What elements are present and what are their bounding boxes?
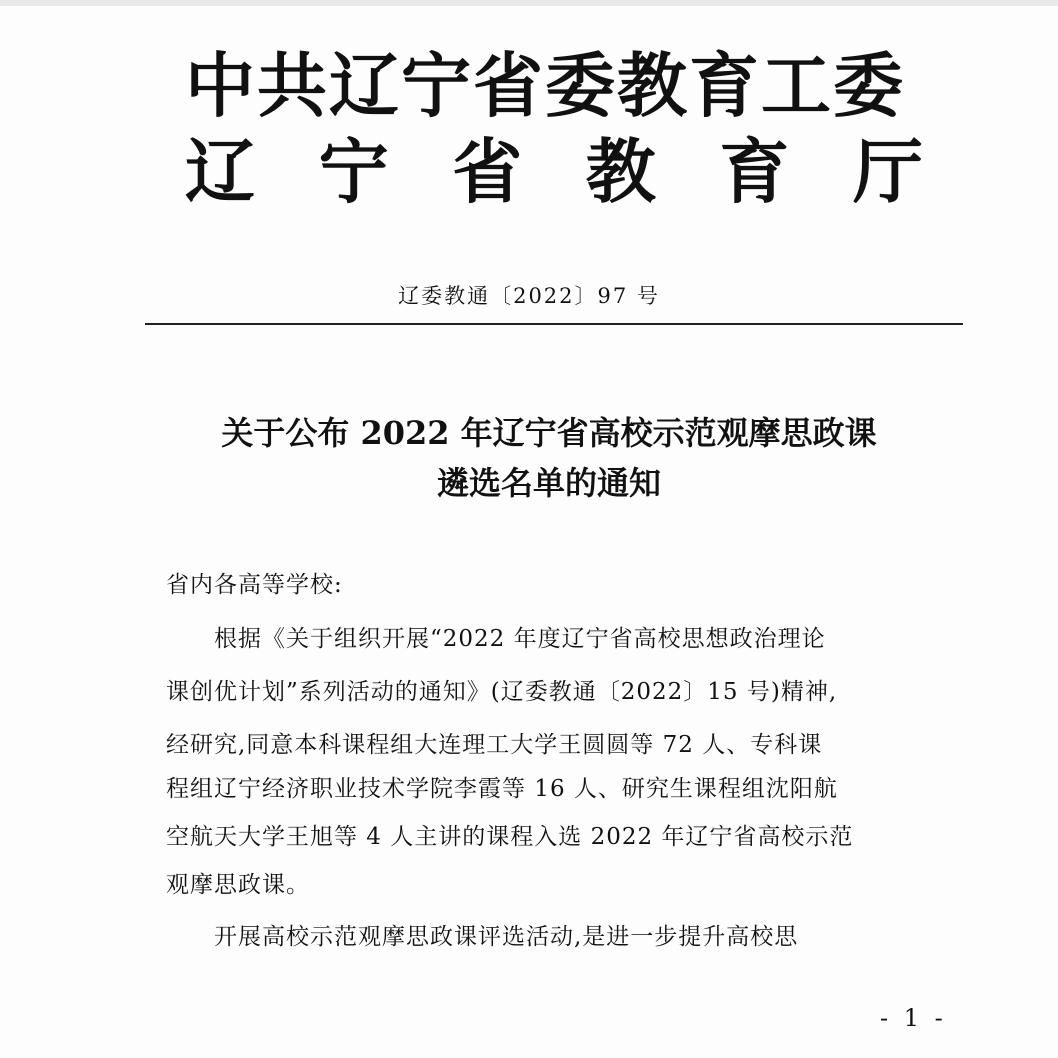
issuer-char: 育 [719,130,792,213]
body-line: 课创优计划”系列活动的通知》(辽委教通〔2022〕15 号)精神, [166,679,838,705]
body-line: 空航天大学王旭等 4 人主讲的课程入选 2022 年辽宁省高校示范 [166,824,854,850]
issuer-char: 省 [452,130,525,213]
issuer-name-line-2 [185,132,925,212]
top-strip [0,0,1058,6]
body-line: 观摩思政课。 [166,872,310,898]
page-number: - 1 - [880,1004,947,1032]
issuer-name-line-1: 中共辽宁省委教育工委 [185,44,905,127]
issuer-char: 辽 [185,130,257,213]
header-divider [145,323,963,325]
body-line: 程组辽宁经济职业技术学院李霞等 16 人、研究生课程组沈阳航 [166,776,838,802]
body-line: 经研究,同意本科课程组大连理工大学王圆圆等 72 人、专科课 [166,732,823,758]
document-number: 辽委教通〔2022〕97 号 [398,284,660,308]
body-line: 根据《关于组织开展“2022 年度辽宁省高校思想政治理论 [166,626,826,652]
issuer-char: 厅 [852,130,925,213]
document-title-line-1: 关于公布 2022 年辽宁省高校示范观摩思政课 [221,414,877,452]
issuer-char: 宁 [318,130,391,213]
issuer-char: 教 [585,130,658,213]
salutation: 省内各高等学校: [166,572,343,598]
body-line: 开展高校示范观摩思政课评选活动,是进一步提升高校思 [166,924,799,950]
document-title-line-2: 遴选名单的通知 [436,464,661,502]
